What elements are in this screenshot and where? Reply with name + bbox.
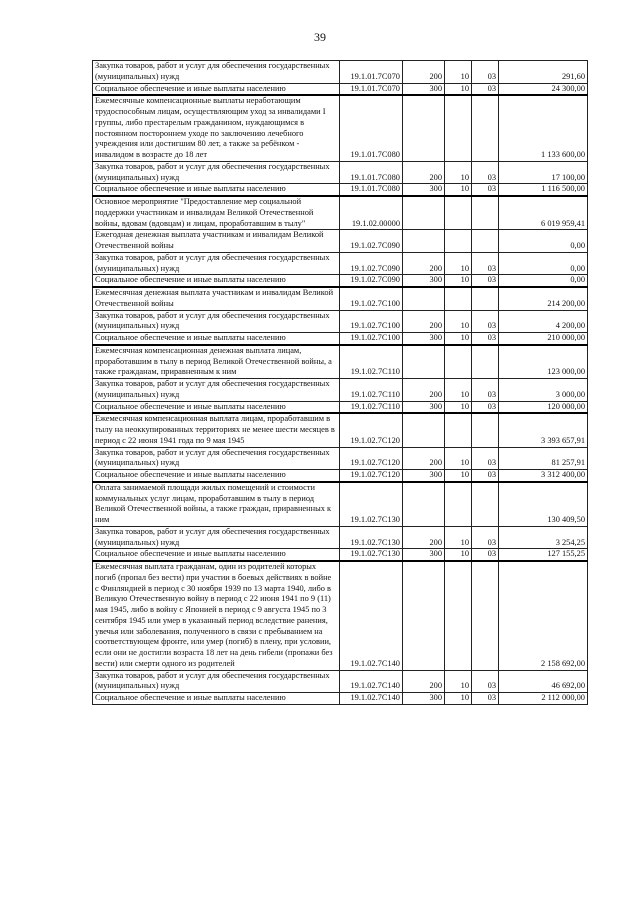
- table-row: [93, 252, 588, 275]
- table-row: [93, 413, 588, 447]
- row-subsection-cell: [472, 230, 499, 253]
- row-amount-cell: 0,00: [499, 275, 588, 287]
- row-kvr-cell: [403, 287, 445, 310]
- row-kvr-cell: 200: [403, 526, 445, 549]
- row-kvr-cell: 300: [403, 275, 445, 287]
- row-name-cell: Социальное обеспечение и иные выплаты населению: [93, 470, 340, 482]
- table-row: [93, 61, 588, 84]
- table-row: [93, 470, 588, 482]
- row-subsection-cell: [472, 95, 499, 161]
- row-amount-cell: 130 409,50: [499, 482, 588, 527]
- row-kvr-cell: [403, 561, 445, 670]
- row-name-cell: Закупка товаров, работ и услуг для обеспечения государственных (муниципальных) нужд: [93, 252, 340, 275]
- row-code-cell: 19.1.02.7С120: [340, 413, 403, 447]
- row-code-cell: 19.1.02.7С130: [340, 526, 403, 549]
- row-name-cell: Основное мероприятие "Предоставление мер социальной поддержки участникам и инвалидам Великой Отечественной войны, вдовам (вдовцам) и лицам, проработавшим в тылу": [93, 196, 340, 230]
- row-amount-cell: 6 019 959,41: [499, 196, 588, 230]
- table-row: [93, 287, 588, 310]
- row-section-cell: 10: [445, 275, 472, 287]
- row-kvr-cell: 200: [403, 379, 445, 402]
- row-section-cell: 10: [445, 549, 472, 561]
- row-code-cell: 19.1.02.7С130: [340, 482, 403, 527]
- row-kvr-cell: 300: [403, 83, 445, 95]
- row-section-cell: 10: [445, 252, 472, 275]
- row-code-cell: 19.1.02.7С090: [340, 275, 403, 287]
- row-code-cell: 19.1.02.7С120: [340, 470, 403, 482]
- row-kvr-cell: 200: [403, 252, 445, 275]
- row-code-cell: 19.1.02.7С140: [340, 693, 403, 705]
- row-kvr-cell: [403, 230, 445, 253]
- row-section-cell: [445, 230, 472, 253]
- row-code-cell: 19.1.02.7С100: [340, 333, 403, 345]
- row-code-cell: 19.1.02.7С090: [340, 230, 403, 253]
- row-code-cell: 19.1.02.7С090: [340, 252, 403, 275]
- row-kvr-cell: 300: [403, 470, 445, 482]
- row-section-cell: 10: [445, 83, 472, 95]
- row-kvr-cell: 300: [403, 401, 445, 413]
- row-code-cell: 19.1.02.7С120: [340, 447, 403, 470]
- row-amount-cell: 24 300,00: [499, 83, 588, 95]
- row-name-cell: Ежемесячная компенсационная денежная выплата лицам, проработавшим в тылу в период Великой Отечественной войны, а также гражданам, приравненным к ним: [93, 345, 340, 379]
- row-amount-cell: 17 100,00: [499, 161, 588, 184]
- row-code-cell: 19.1.01.7С080: [340, 95, 403, 161]
- table-row: [93, 196, 588, 230]
- row-section-cell: 10: [445, 379, 472, 402]
- row-kvr-cell: 200: [403, 161, 445, 184]
- row-section-cell: 10: [445, 184, 472, 196]
- row-section-cell: [445, 287, 472, 310]
- row-amount-cell: 0,00: [499, 252, 588, 275]
- row-name-cell: Социальное обеспечение и иные выплаты населению: [93, 549, 340, 561]
- row-code-cell: 19.1.02.7С140: [340, 561, 403, 670]
- row-subsection-cell: [472, 287, 499, 310]
- row-code-cell: 19.1.01.7С070: [340, 61, 403, 84]
- row-amount-cell: 3 393 657,91: [499, 413, 588, 447]
- row-section-cell: 10: [445, 526, 472, 549]
- row-subsection-cell: 03: [472, 447, 499, 470]
- row-section-cell: 10: [445, 161, 472, 184]
- row-section-cell: 10: [445, 61, 472, 84]
- row-subsection-cell: 03: [472, 470, 499, 482]
- table-row: [93, 83, 588, 95]
- row-code-cell: 19.1.02.7С100: [340, 287, 403, 310]
- row-name-cell: Ежемесячная компенсационная выплата лицам, проработавшим в тылу на неоккупированных территориях не менее шести месяцев в период с 22 июня 1941 года по 9 мая 1945: [93, 413, 340, 447]
- row-code-cell: 19.1.02.7С110: [340, 401, 403, 413]
- row-amount-cell: 0,00: [499, 230, 588, 253]
- table-row: [93, 693, 588, 705]
- row-subsection-cell: 03: [472, 83, 499, 95]
- row-subsection-cell: [472, 482, 499, 527]
- row-name-cell: Социальное обеспечение и иные выплаты населению: [93, 275, 340, 287]
- row-amount-cell: 123 000,00: [499, 345, 588, 379]
- row-amount-cell: 127 155,25: [499, 549, 588, 561]
- row-subsection-cell: 03: [472, 310, 499, 333]
- row-amount-cell: 3 000,00: [499, 379, 588, 402]
- row-kvr-cell: 200: [403, 670, 445, 693]
- row-amount-cell: 3 312 400,00: [499, 470, 588, 482]
- row-amount-cell: 214 200,00: [499, 287, 588, 310]
- row-amount-cell: 2 158 692,00: [499, 561, 588, 670]
- table-row: [93, 95, 588, 161]
- row-name-cell: Социальное обеспечение и иные выплаты населению: [93, 83, 340, 95]
- row-name-cell: Оплата занимаемой площади жилых помещений и стоимости коммунальных услуг лицам, проработавшим в тылу в период Великой Отечественной войны, а также граждан, приравненных к ним: [93, 482, 340, 527]
- row-subsection-cell: 03: [472, 526, 499, 549]
- row-kvr-cell: 300: [403, 333, 445, 345]
- table-row: [93, 184, 588, 196]
- row-name-cell: Закупка товаров, работ и услуг для обеспечения государственных (муниципальных) нужд: [93, 61, 340, 84]
- row-subsection-cell: [472, 561, 499, 670]
- row-code-cell: 19.1.02.7С110: [340, 345, 403, 379]
- row-kvr-cell: 200: [403, 310, 445, 333]
- row-section-cell: 10: [445, 333, 472, 345]
- row-kvr-cell: [403, 413, 445, 447]
- row-subsection-cell: 03: [472, 275, 499, 287]
- row-kvr-cell: 200: [403, 447, 445, 470]
- table-row: [93, 310, 588, 333]
- row-name-cell: Закупка товаров, работ и услуг для обеспечения государственных (муниципальных) нужд: [93, 161, 340, 184]
- row-subsection-cell: 03: [472, 161, 499, 184]
- table-row: [93, 670, 588, 693]
- table-row: [93, 482, 588, 527]
- row-amount-cell: 4 200,00: [499, 310, 588, 333]
- row-subsection-cell: [472, 196, 499, 230]
- row-amount-cell: 291,60: [499, 61, 588, 84]
- row-code-cell: 19.1.01.7С080: [340, 184, 403, 196]
- row-subsection-cell: 03: [472, 252, 499, 275]
- row-name-cell: Социальное обеспечение и иные выплаты населению: [93, 693, 340, 705]
- row-name-cell: Закупка товаров, работ и услуг для обеспечения государственных (муниципальных) нужд: [93, 310, 340, 333]
- row-name-cell: Социальное обеспечение и иные выплаты населению: [93, 401, 340, 413]
- row-code-cell: 19.1.01.7С080: [340, 161, 403, 184]
- row-subsection-cell: 03: [472, 693, 499, 705]
- row-amount-cell: 1 116 500,00: [499, 184, 588, 196]
- table-row: [93, 447, 588, 470]
- row-section-cell: [445, 95, 472, 161]
- row-section-cell: [445, 196, 472, 230]
- row-subsection-cell: 03: [472, 549, 499, 561]
- table-row: [93, 401, 588, 413]
- row-section-cell: 10: [445, 401, 472, 413]
- row-subsection-cell: 03: [472, 61, 499, 84]
- row-section-cell: [445, 345, 472, 379]
- row-kvr-cell: [403, 482, 445, 527]
- table-row: [93, 230, 588, 253]
- row-subsection-cell: [472, 345, 499, 379]
- row-amount-cell: 81 257,91: [499, 447, 588, 470]
- row-kvr-cell: [403, 196, 445, 230]
- row-amount-cell: 2 112 000,00: [499, 693, 588, 705]
- row-section-cell: [445, 482, 472, 527]
- page-number: 39: [314, 30, 326, 44]
- row-code-cell: 19.1.02.7С100: [340, 310, 403, 333]
- row-section-cell: 10: [445, 693, 472, 705]
- row-kvr-cell: [403, 345, 445, 379]
- row-subsection-cell: 03: [472, 670, 499, 693]
- row-kvr-cell: 300: [403, 549, 445, 561]
- row-subsection-cell: 03: [472, 184, 499, 196]
- row-name-cell: Ежегодная денежная выплата участникам и инвалидам Великой Отечественной войны: [93, 230, 340, 253]
- row-name-cell: Социальное обеспечение и иные выплаты населению: [93, 333, 340, 345]
- row-amount-cell: 1 133 600,00: [499, 95, 588, 161]
- row-kvr-cell: 200: [403, 61, 445, 84]
- row-name-cell: Закупка товаров, работ и услуг для обеспечения государственных (муниципальных) нужд: [93, 379, 340, 402]
- row-section-cell: 10: [445, 310, 472, 333]
- row-name-cell: Ежемесячная выплата гражданам, один из родителей которых погиб (пропал без вести) при участии в боевых действиях в войне с Финляндией в период с 30 ноября 1939 по 13 марта 1940, либо в Великую Отечественную войну в период с 22 июня 1941 по 9 (11) мая 1945, либо в войну с Японией в период с 9 августа 1945 по 3 сентября 1945 или умер в указанный период вследствие ранения, увечья или заболевания, полученного в связи с пребыванием на соответствующем фронте, или умер (погиб) в плену, при условии, если они не достигли возраста 18 лет на день гибели (пропажи без вести) или смерти одного из родителей: [93, 561, 340, 670]
- row-section-cell: [445, 413, 472, 447]
- row-code-cell: 19.1.02.00000: [340, 196, 403, 230]
- table-row: [93, 275, 588, 287]
- row-code-cell: 19.1.02.7С130: [340, 549, 403, 561]
- row-amount-cell: 46 692,00: [499, 670, 588, 693]
- table-row: [93, 549, 588, 561]
- row-name-cell: Социальное обеспечение и иные выплаты населению: [93, 184, 340, 196]
- row-kvr-cell: [403, 95, 445, 161]
- row-amount-cell: 3 254,25: [499, 526, 588, 549]
- row-kvr-cell: 300: [403, 693, 445, 705]
- row-subsection-cell: 03: [472, 401, 499, 413]
- row-section-cell: [445, 561, 472, 670]
- row-section-cell: 10: [445, 670, 472, 693]
- row-kvr-cell: 300: [403, 184, 445, 196]
- table-row: [93, 561, 588, 670]
- table-row: [93, 526, 588, 549]
- table-row: [93, 379, 588, 402]
- row-name-cell: Закупка товаров, работ и услуг для обеспечения государственных (муниципальных) нужд: [93, 670, 340, 693]
- row-subsection-cell: 03: [472, 379, 499, 402]
- budget-table: [92, 60, 588, 705]
- row-name-cell: Закупка товаров, работ и услуг для обеспечения государственных (муниципальных) нужд: [93, 526, 340, 549]
- row-code-cell: 19.1.02.7С140: [340, 670, 403, 693]
- budget-table-body: [93, 61, 588, 705]
- row-code-cell: 19.1.01.7С070: [340, 83, 403, 95]
- row-code-cell: 19.1.02.7С110: [340, 379, 403, 402]
- row-subsection-cell: [472, 413, 499, 447]
- row-name-cell: Ежемесячные компенсационные выплаты неработающим трудоспособным лицам, осуществляющим уход за инвалидами I группы, либо престарелым гражданином, нуждающимся в постоянном постороннем уходе по заключению лечебного учреждения или достигшим 80 лет, а также за ребёнком - инвалидом в возрасте до 18 лет: [93, 95, 340, 161]
- row-name-cell: Закупка товаров, работ и услуг для обеспечения государственных (муниципальных) нужд: [93, 447, 340, 470]
- row-amount-cell: 120 000,00: [499, 401, 588, 413]
- table-row: [93, 161, 588, 184]
- table-row: [93, 345, 588, 379]
- row-amount-cell: 210 000,00: [499, 333, 588, 345]
- table-row: [93, 333, 588, 345]
- row-subsection-cell: 03: [472, 333, 499, 345]
- row-name-cell: Ежемесячная денежная выплата участникам и инвалидам Великой Отечественной войны: [93, 287, 340, 310]
- row-section-cell: 10: [445, 470, 472, 482]
- row-section-cell: 10: [445, 447, 472, 470]
